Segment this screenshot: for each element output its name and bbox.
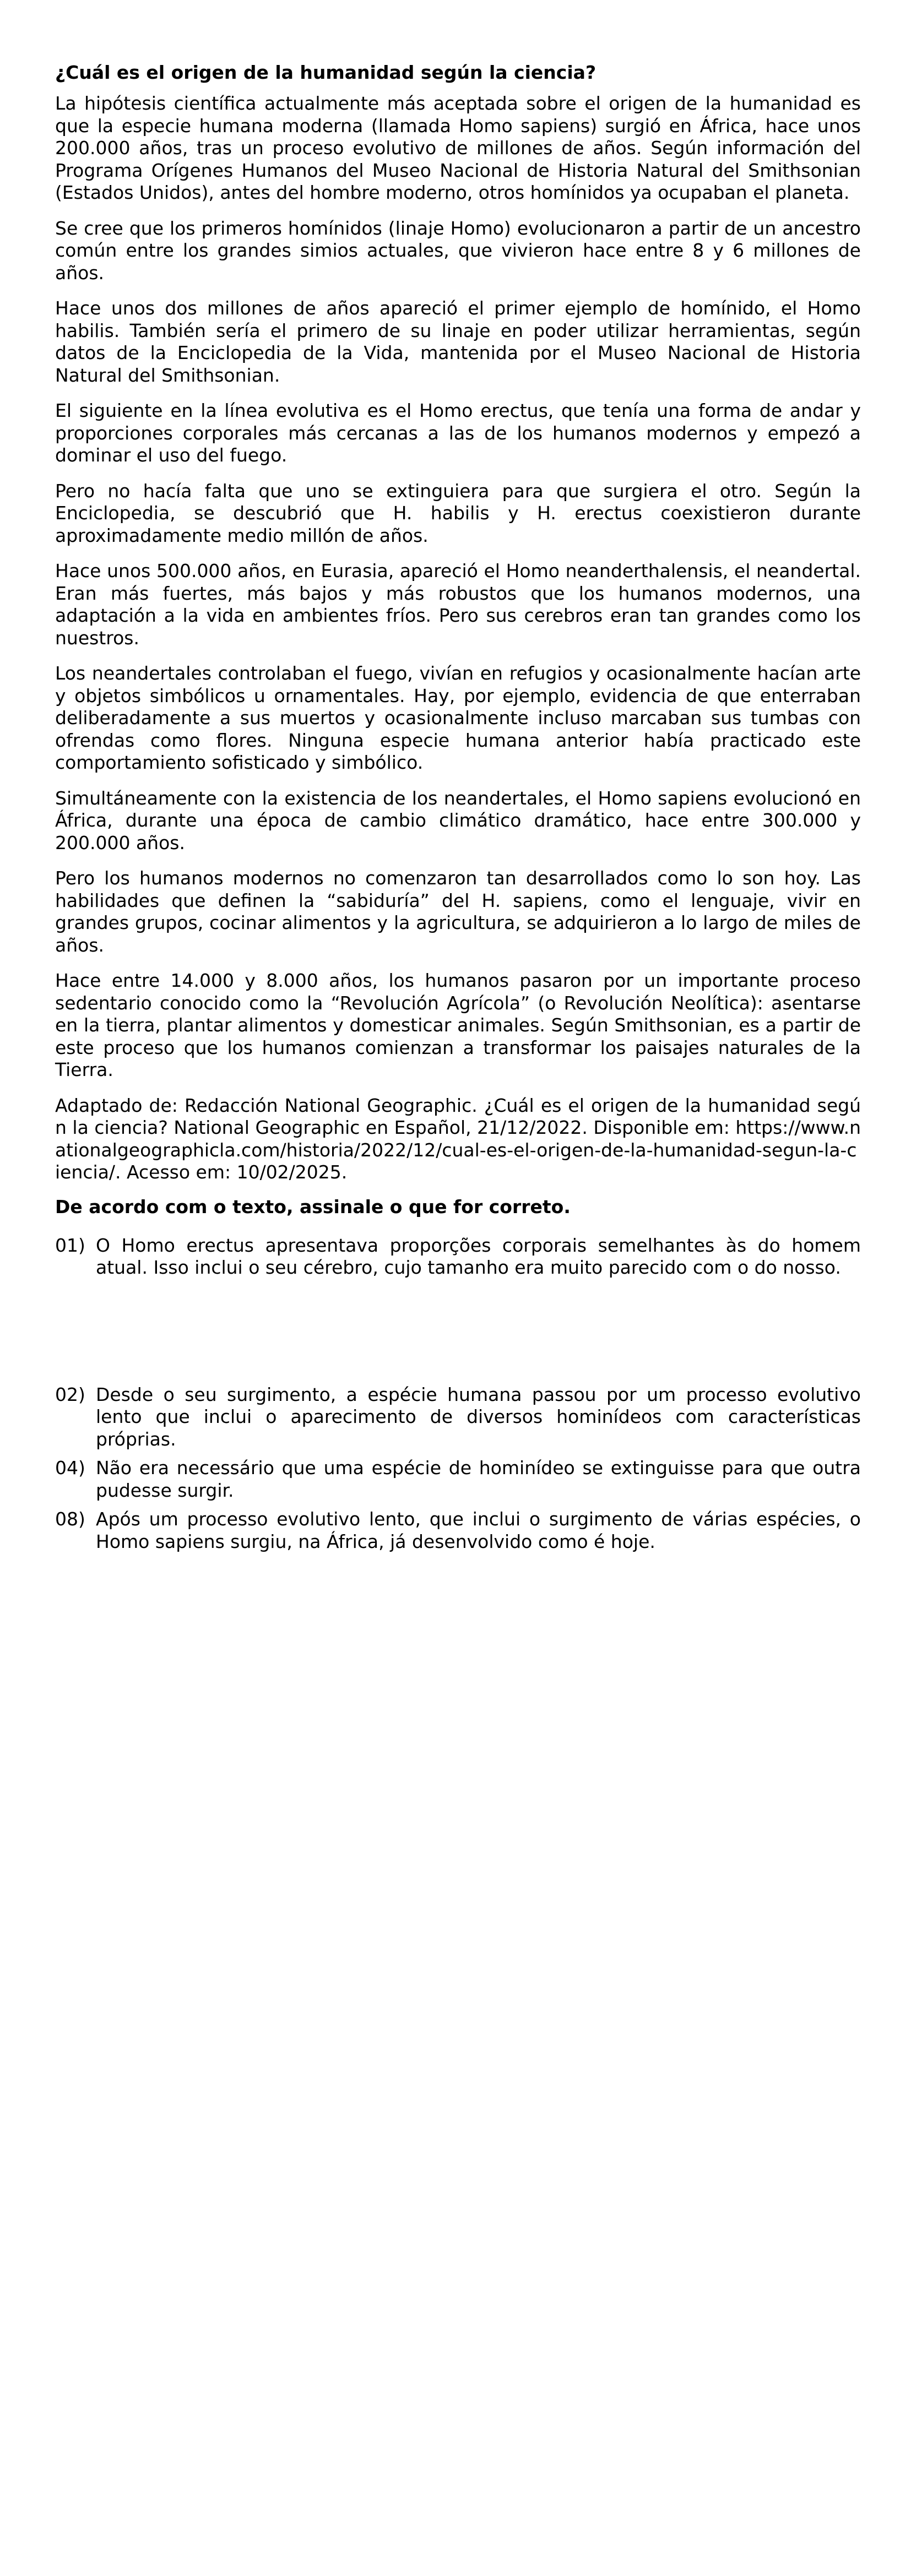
- question-prompt: De acordo com o texto, assinale o que for correto.: [55, 1195, 571, 1218]
- alternative-08: [55, 1508, 861, 1553]
- alternative-text: Não era necessário que uma espécie de hominídeo se extinguisse para que outra pudesse surgir.: [96, 1457, 861, 1501]
- article-paragraph-9: Pero los humanos modernos no comenzaron tan desarrollados como lo son hoy. Las habilidades que definen la “sabiduría” del H. sapiens, como el lenguaje, vivir en grandes grupos, cocinar alimentos y la agricultura, se adquirieron a lo largo de miles de años.: [55, 867, 861, 956]
- article-paragraph-7: Los neandertales controlaban el fuego, vivían en refugios y ocasionalmente hacían arte y objetos simbólicos u ornamentales. Hay, por ejemplo, evidencia de que enterraban deliberadamente a sus muertos y ocasionalmente incluso marcaban sus tumbas con ofrendas como flores. Ninguna especie humana anterior había practicado este comportamiento sofisticado y simbólico.: [55, 662, 861, 773]
- alternative-01: [55, 1235, 861, 1279]
- source-citation: Adaptado de: Redacción National Geographic. ¿Cuál es el origen de la humanidad según la ciencia? National Geographic en Español, 21/12/2022. Disponible em: https://www.nationalgeographicla.com/historia/2022/12/cual-es-el-origen-de-la-humanidad-segun-la-ciencia/. Acesso em: 10/02/2025.: [55, 1094, 861, 1183]
- article-paragraph-1: La hipótesis científica actualmente más aceptada sobre el origen de la humanidad es que la especie humana moderna (llamada Homo sapiens) surgió en África, hace unos 200.000 años, tras un proceso evolutivo de millones de años. Según información del Programa Orígenes Humanos del Museo Nacional de Historia Natural del Smithsonian (Estados Unidos), antes del hombre moderno, otros homínidos ya ocupaban el planeta.: [55, 93, 861, 203]
- article-paragraph-5: Pero no hacía falta que uno se extinguiera para que surgiera el otro. Según la Enciclopedia, se descubrió que H. habilis y H. erectus coexistieron durante aproximadamente medio millón de años.: [55, 480, 861, 546]
- alternative-number: 01): [55, 1234, 85, 1256]
- article-title: ¿Cuál es el origen de la humanidad según la ciencia?: [55, 62, 597, 83]
- article-paragraph-10: Hace entre 14.000 y 8.000 años, los humanos pasaron por un importante proceso sedentario conocido como la “Revolución Agrícola” (o Revolución Neolítica): asentarse en la tierra, plantar alimentos y domesticar animales. Según Smithsonian, es a partir de este proceso que los humanos comienzan a transformar los paisajes naturales de la Tierra.: [55, 970, 861, 1080]
- alternative-number: 08): [55, 1508, 85, 1530]
- alternative-text: Após um processo evolutivo lento, que inclui o surgimento de várias espécies, o Homo sapiens surgiu, na África, já desenvolvido como é hoje.: [96, 1508, 861, 1552]
- article-paragraph-2: Se cree que los primeros homínidos (linaje Homo) evolucionaron a partir de un ancestro común entre los grandes simios actuales, que vivieron hace entre 8 y 6 millones de años.: [55, 217, 861, 284]
- alternative-04: [55, 1457, 861, 1502]
- article-paragraph-8: Simultáneamente con la existencia de los neandertales, el Homo sapiens evolucionó en África, durante una época de cambio climático dramático, hace entre 300.000 y 200.000 años.: [55, 787, 861, 854]
- alternative-text: Desde o seu surgimento, a espécie humana passou por um processo evolutivo lento que inclui o aparecimento de diversos hominídeos com características próprias.: [96, 1383, 861, 1450]
- article-paragraph-6: Hace unos 500.000 años, en Eurasia, apareció el Homo neanderthalensis, el neandertal. Eran más fuertes, más bajos y más robustos que los humanos modernos, una adaptación a la vida en ambientes fríos. Pero sus cerebros eran tan grandes como los nuestros.: [55, 560, 861, 649]
- alternative-02: [55, 1384, 861, 1451]
- alternative-number: 02): [55, 1383, 85, 1405]
- article-paragraph-4: El siguiente en la línea evolutiva es el Homo erectus, que tenía una forma de andar y proporciones corporales más cercanas a las de los humanos modernos y empezó a dominar el uso del fuego.: [55, 400, 861, 466]
- blank-space: [55, 1286, 861, 1384]
- article-paragraph-3: Hace unos dos millones de años apareció el primer ejemplo de homínido, el Homo habilis. También sería el primero de su linaje en poder utilizar herramientas, según datos de la Enciclopedia de la Vida, mantenida por el Museo Nacional de Historia Natural del Smithsonian.: [55, 297, 861, 386]
- alternative-text: O Homo erectus apresentava proporções corporais semelhantes às do homem atual. Isso inclui o seu cérebro, cujo tamanho era muito parecido com o do nosso.: [96, 1234, 861, 1278]
- document-page: [55, 62, 861, 1559]
- alternative-number: 04): [55, 1457, 85, 1479]
